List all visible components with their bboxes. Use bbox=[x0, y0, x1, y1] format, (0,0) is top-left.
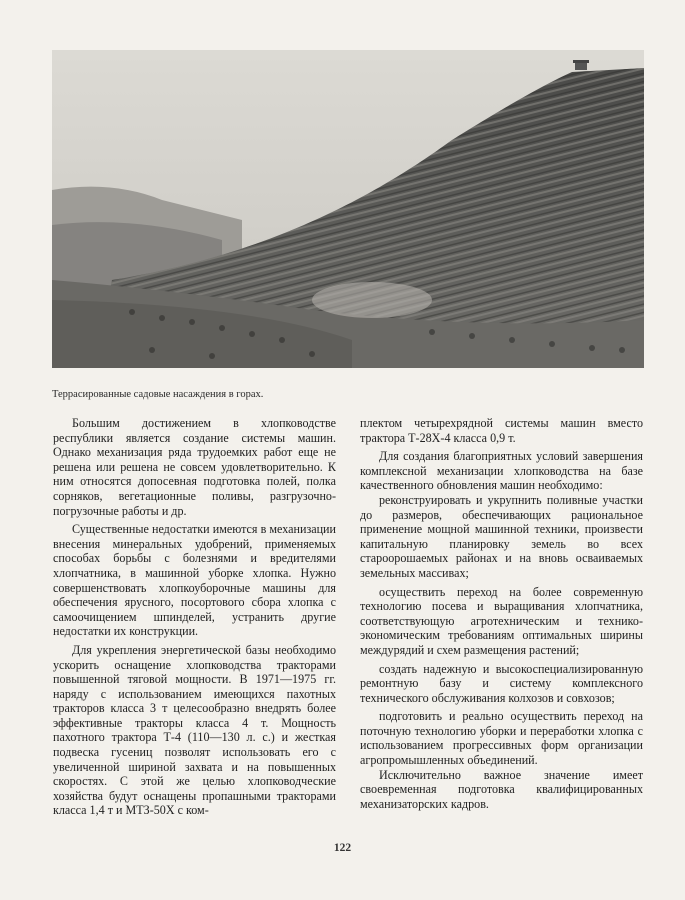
paragraph: Исключительно важное значение имеет своевременная подготовка квалифицированных механизаторских кадров. bbox=[360, 767, 643, 811]
paragraph: Для создания благоприятных условий завершения комплексной механизации хлопководства на базе качественного обновления машин необходимо: bbox=[360, 449, 643, 493]
left-column bbox=[53, 416, 336, 818]
photo-caption: Террасированные садовые насаждения в горах. bbox=[52, 389, 264, 400]
list-item: создать надежную и высокоспециализированную ремонтную базу и систему комплексного технического обслуживания колхозов и совхозов; bbox=[360, 661, 643, 705]
list-item: осуществить переход на более современную технологию посева и выращивания хлопчатника, соответствующую агротехническим и технико-экономическим требованиям оптимальных ширины междурядий и схем размещения растений; bbox=[360, 584, 643, 657]
right-column bbox=[360, 416, 643, 811]
list-item: реконструировать и укрупнить поливные участки до размеров, обеспечивающих рациональное применение мощной машинной техники, произвести капитальную планировку земель во всех староорошаемых районах и на вновь осваиваемых земельных массивах; bbox=[360, 492, 643, 580]
paragraph: Большим достижением в хлопководстве республики является создание системы машин. Однако механизация ряда трудоемких работ еще не решена или решена не совсем удовлетворительно. К ним относятся допосевная подготовка полей, полка сорняков, вегетационные поливы, разгрузочно-погрузочные работы и др. bbox=[53, 416, 336, 518]
requirements-list bbox=[360, 493, 643, 768]
paragraph: Существенные недостатки имеются в механизации внесения минеральных удобрений, применяемых способах борьбы с болезнями и вредителями хлопчатника, в машинной уборке хлопка. Нужно совершенствовать хлопкоуборочные машины для обеспечения ярусного, посортового сбора хлопка с самоочищением шпинделей, устранить другие недостатки их конструкции. bbox=[53, 522, 336, 639]
paragraph: Для укрепления энергетической базы необходимо ускорить оснащение хлопководства тракторами повышенной тяговой мощности. В 1971—1975 гг. наряду с использованием имеющихся пахотных тракторов класса 3 т целесообразно внедрять более эффективные тракторы класса 4 т. Мощность пахотного трактора Т-4 (110—130 л. с.) и жесткая подвеска гусениц позволят использовать его с увеличенной шириной захвата и на повышенных скоростях. С этой же целью хлопководческие хозяйства будут оснащены пропашными тракторами класса 1,4 т и МТЗ-50Х с ком- bbox=[53, 642, 336, 818]
paragraph-continuation: плектом четырехрядной системы машин вместо трактора Т-28Х-4 класса 0,9 т. bbox=[360, 416, 643, 445]
list-item: подготовить и реально осуществить переход на поточную технологию уборки и переработки хлопка с использованием прогрессивных форм организации агропромышленных объединений. bbox=[360, 709, 643, 768]
terraced-orchard-photo bbox=[52, 50, 644, 368]
page-number: 122 bbox=[333, 842, 352, 854]
